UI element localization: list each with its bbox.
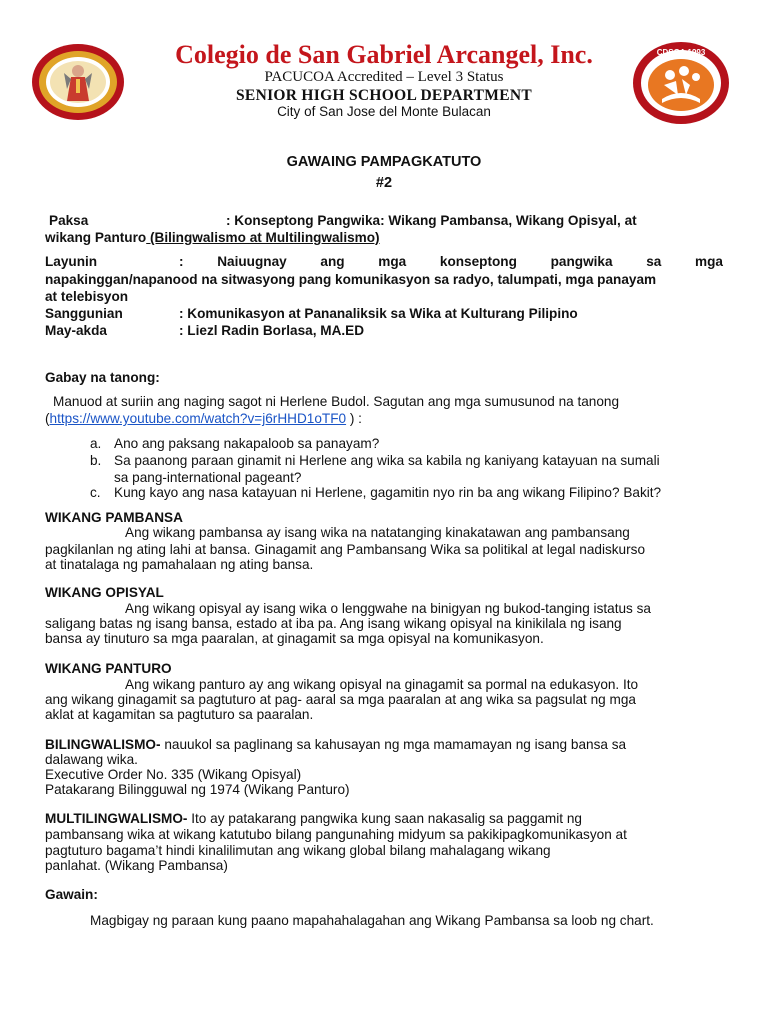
paksa-row-2 bbox=[45, 229, 723, 246]
opisyal-heading: WIKANG OPISYAL bbox=[45, 585, 164, 600]
multilingwalismo-text-4: panlahat. (Wikang Pambansa) bbox=[45, 858, 228, 873]
question-letter: a. bbox=[90, 436, 102, 451]
multilingwalismo-row bbox=[45, 810, 723, 827]
opisyal-text-3: bansa ay tinuturo sa mga paaralan, at ginagamit sa mga opisyal na komunikasyon. bbox=[45, 631, 544, 646]
bilingwalismo-text-1: nauukol sa paglinang sa kahusayan ng mga mamamayan ng isang bansa sa bbox=[160, 737, 627, 752]
layunin-label: Layunin bbox=[45, 254, 98, 269]
bilingwalismo-heading: BILINGWALISMO- bbox=[45, 737, 161, 752]
multilingwalismo-text-3: pagtuturo bagama’t hindi kinalilimutan ang wikang global bilang mahalagang wikang bbox=[45, 843, 551, 858]
layunin-value: : Naiuugnay ang mga konseptong pangwika sa mga bbox=[179, 254, 723, 269]
pambansa-text-3: at tinatalaga ng pamahalaan ng ating bansa. bbox=[45, 557, 314, 572]
school-name: Colegio de San Gabriel Arcangel, Inc. bbox=[175, 40, 593, 69]
pambansa-text-1: Ang wikang pambansa ay isang wika na natatanging kinakatawan ang pambansang bbox=[125, 525, 630, 540]
gabay-heading: Gabay na tanong: bbox=[45, 370, 160, 385]
paksa-label: Paksa bbox=[49, 213, 89, 228]
pambansa-heading: WIKANG PAMBANSA bbox=[45, 510, 183, 525]
mayakda-value: : Liezl Radin Borlasa, MA.ED bbox=[179, 323, 365, 338]
panturo-text-2: ang wikang ginagamit sa pagtuturo at pag- aaral sa mga paaralan at ang wika sa pagsulat ng mga bbox=[45, 692, 636, 707]
panturo-heading: WIKANG PANTURO bbox=[45, 661, 172, 676]
question-letter: c. bbox=[90, 485, 101, 500]
gawain-heading: Gawain: bbox=[45, 887, 98, 902]
bilingwalismo-eo: Executive Order No. 335 (Wikang Opisyal) bbox=[45, 767, 302, 782]
youtube-link[interactable]: https://www.youtube.com/watch?v=j6rHHD1oTF0 bbox=[49, 411, 347, 426]
paksa-subtopic: (Bilingwalismo at Multilingwalismo) bbox=[146, 230, 380, 245]
question-a bbox=[90, 435, 768, 452]
document-number: #2 bbox=[375, 175, 393, 191]
question-text: Ano ang paksang nakapaloob sa panayam? bbox=[114, 436, 380, 451]
gabay-intro: Manuod at suriin ang naging sagot ni Herlene Budol. Sagutan ang mga sumusunod na tanong bbox=[53, 394, 620, 409]
document-title: GAWAING PAMPAGKATUTO bbox=[286, 154, 482, 170]
department: SENIOR HIGH SCHOOL DEPARTMENT bbox=[236, 87, 532, 104]
paksa-row bbox=[49, 212, 727, 229]
panturo-text-1: Ang wikang panturo ay ang wikang opisyal na ginagamit sa pormal na edukasyon. Ito bbox=[125, 677, 639, 692]
question-text: Sa paanong paraan ginamit ni Herlene ang wika sa kabila ng kaniyang katayuan na sumali bbox=[114, 453, 660, 468]
paksa-value-cont: wikang Panturo bbox=[45, 230, 147, 245]
opisyal-text-2: saligang batas ng isang bansa, estado at iba pa. Ang isang wikang opisyal na kinikilala ng isang bbox=[45, 616, 622, 631]
question-c bbox=[90, 484, 768, 501]
bilingwalismo-text-2: dalawang wika. bbox=[45, 752, 138, 767]
sanggunian-value: : Komunikasyon at Pananaliksik sa Wika at Kulturang Pilipino bbox=[179, 306, 578, 321]
question-b-cont: sa pang-international pageant? bbox=[114, 470, 302, 485]
sanggunian-label: Sanggunian bbox=[45, 306, 123, 321]
opisyal-text-1: Ang wikang opisyal ay isang wika o lenggwahe na binigyan ng bukod-tanging istatus sa bbox=[125, 601, 651, 616]
mayakda-label: May-akda bbox=[45, 323, 107, 338]
layunin-line-3: at telebisyon bbox=[45, 289, 129, 304]
layunin-line-2: napakinggan/napanood na sitwasyong pang komunikasyon sa radyo, talumpati, mga panayam bbox=[45, 272, 657, 287]
pambansa-text-2: pagkilanlan ng ating lahi at bansa. Ginagamit ang Pambansang Wika sa politikal at legal nadiskurso bbox=[45, 542, 646, 557]
multilingwalismo-text-2: pambansang wika at wikang katutubo bilang pangunahing midyum sa pakikipagkomunikasyon at bbox=[45, 827, 627, 842]
gabay-intro-2 bbox=[45, 410, 723, 427]
panturo-text-3: aklat at kagamitan sa pagtuturo sa paaralan. bbox=[45, 707, 314, 722]
layunin-row bbox=[45, 253, 723, 270]
question-b bbox=[90, 452, 768, 469]
bilingwalismo-patakaran: Patakarang Bilingguwal ng 1974 (Wikang Panturo) bbox=[45, 782, 350, 797]
multilingwalismo-heading: MULTILINGWALISMO- bbox=[45, 811, 188, 826]
question-text: Kung kayo ang nasa katayuan ni Herlene, gagamitin nyo rin ba ang wikang Filipino? Bakit? bbox=[114, 485, 662, 500]
city: City of San Jose del Monte Bulacan bbox=[277, 104, 491, 119]
paren-open: ( bbox=[45, 411, 50, 426]
mayakda-row bbox=[45, 322, 723, 339]
question-letter: b. bbox=[90, 453, 102, 468]
paren-close: ) : bbox=[346, 411, 362, 426]
multilingwalismo-text-1: Ito ay patakarang pangwika kung saan nakasalig sa paggamit ng bbox=[187, 811, 582, 826]
gawain-text: Magbigay ng paraan kung paano mapahahalagahan ang Wikang Pambansa sa loob ng chart. bbox=[90, 913, 654, 928]
seal-right-text: CDSGA 1993 bbox=[656, 48, 706, 57]
paksa-value: : Konseptong Pangwika: Wikang Pambansa, Wikang Opisyal, at bbox=[226, 213, 637, 228]
sanggunian-row bbox=[45, 305, 723, 322]
accreditation: PACUCOA Accredited – Level 3 Status bbox=[264, 69, 504, 85]
